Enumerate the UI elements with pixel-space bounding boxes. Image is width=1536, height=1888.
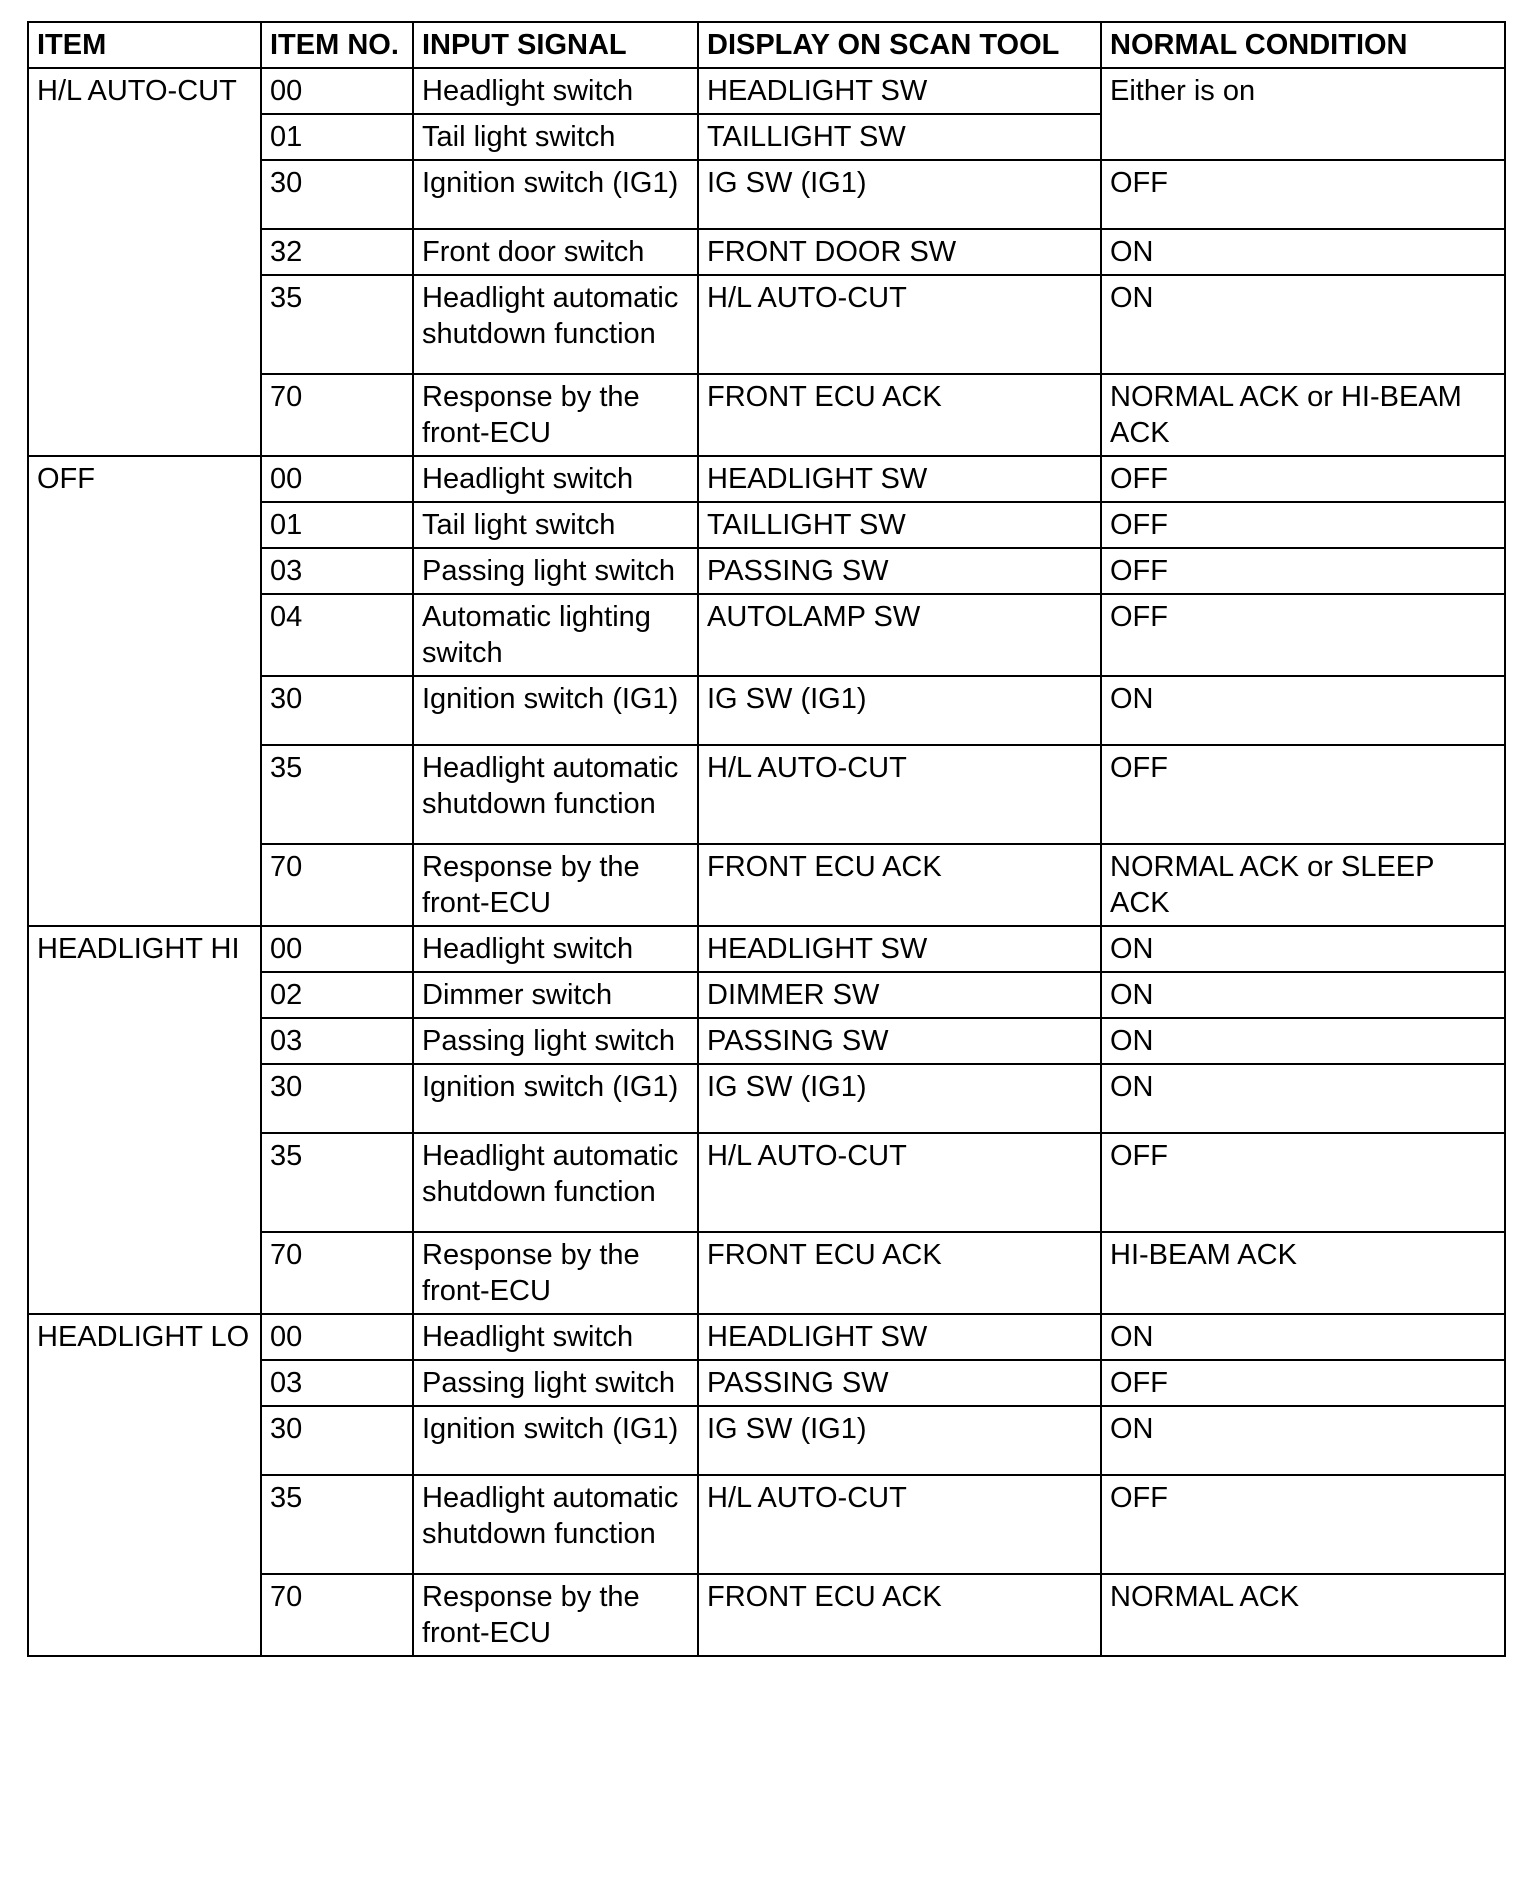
- item-number: 04: [261, 594, 413, 676]
- input-signal: Headlight switch: [413, 1314, 698, 1360]
- input-signal: Tail light switch: [413, 114, 698, 160]
- scan-tool-display: PASSING SW: [698, 1360, 1101, 1406]
- scan-tool-display: HEADLIGHT SW: [698, 926, 1101, 972]
- item-group-label: HEADLIGHT HI: [28, 926, 261, 1314]
- item-number: 01: [261, 114, 413, 160]
- normal-condition: ON: [1101, 1314, 1505, 1360]
- scan-tool-display: HEADLIGHT SW: [698, 68, 1101, 114]
- input-signal: Headlight automatic shutdown function: [413, 1475, 698, 1574]
- normal-condition: ON: [1101, 1018, 1505, 1064]
- scan-tool-display: H/L AUTO-CUT: [698, 1133, 1101, 1232]
- normal-condition: OFF: [1101, 548, 1505, 594]
- header-normal-condition: NORMAL CONDITION: [1101, 22, 1505, 68]
- input-signal: Tail light switch: [413, 502, 698, 548]
- item-number: 30: [261, 1406, 413, 1475]
- scan-tool-display: IG SW (IG1): [698, 1064, 1101, 1133]
- scan-tool-display: TAILLIGHT SW: [698, 502, 1101, 548]
- header-display: DISPLAY ON SCAN TOOL: [698, 22, 1101, 68]
- scan-tool-display: IG SW (IG1): [698, 1406, 1101, 1475]
- normal-condition: OFF: [1101, 456, 1505, 502]
- header-item-no: ITEM NO.: [261, 22, 413, 68]
- item-number: 70: [261, 374, 413, 456]
- scan-tool-display: H/L AUTO-CUT: [698, 1475, 1101, 1574]
- item-number: 30: [261, 160, 413, 229]
- header-input-signal: INPUT SIGNAL: [413, 22, 698, 68]
- scan-tool-display: PASSING SW: [698, 548, 1101, 594]
- normal-condition: Either is on: [1101, 68, 1505, 160]
- input-signal: Response by the front-ECU: [413, 1232, 698, 1314]
- normal-condition: ON: [1101, 972, 1505, 1018]
- normal-condition: OFF: [1101, 745, 1505, 844]
- normal-condition: ON: [1101, 676, 1505, 745]
- normal-condition: OFF: [1101, 502, 1505, 548]
- scan-tool-display: DIMMER SW: [698, 972, 1101, 1018]
- normal-condition: NORMAL ACK or SLEEP ACK: [1101, 844, 1505, 926]
- normal-condition: ON: [1101, 1406, 1505, 1475]
- normal-condition: ON: [1101, 229, 1505, 275]
- input-signal: Passing light switch: [413, 1018, 698, 1064]
- scan-tool-display: FRONT ECU ACK: [698, 1574, 1101, 1656]
- scan-tool-display: FRONT ECU ACK: [698, 844, 1101, 926]
- normal-condition: ON: [1101, 1064, 1505, 1133]
- normal-condition: NORMAL ACK: [1101, 1574, 1505, 1656]
- table-row: [28, 68, 1505, 114]
- item-number: 35: [261, 1133, 413, 1232]
- input-signal: Response by the front-ECU: [413, 374, 698, 456]
- item-number: 00: [261, 926, 413, 972]
- item-number: 70: [261, 1232, 413, 1314]
- normal-condition: ON: [1101, 926, 1505, 972]
- normal-condition: NORMAL ACK or HI-BEAM ACK: [1101, 374, 1505, 456]
- normal-condition: OFF: [1101, 160, 1505, 229]
- item-number: 70: [261, 844, 413, 926]
- scan-tool-display: FRONT ECU ACK: [698, 1232, 1101, 1314]
- input-signal: Passing light switch: [413, 1360, 698, 1406]
- input-signal: Headlight switch: [413, 68, 698, 114]
- input-signal: Passing light switch: [413, 548, 698, 594]
- scan-tool-display: AUTOLAMP SW: [698, 594, 1101, 676]
- normal-condition: HI-BEAM ACK: [1101, 1232, 1505, 1314]
- item-number: 00: [261, 1314, 413, 1360]
- input-signal: Headlight automatic shutdown function: [413, 745, 698, 844]
- item-number: 03: [261, 1360, 413, 1406]
- scan-tool-display: TAILLIGHT SW: [698, 114, 1101, 160]
- input-signal: Dimmer switch: [413, 972, 698, 1018]
- input-signal: Response by the front-ECU: [413, 1574, 698, 1656]
- item-number: 00: [261, 68, 413, 114]
- scan-tool-display: IG SW (IG1): [698, 160, 1101, 229]
- item-number: 30: [261, 1064, 413, 1133]
- scan-tool-display: H/L AUTO-CUT: [698, 275, 1101, 374]
- normal-condition: OFF: [1101, 594, 1505, 676]
- item-group-label: OFF: [28, 456, 261, 926]
- item-number: 00: [261, 456, 413, 502]
- input-signal: Headlight automatic shutdown function: [413, 1133, 698, 1232]
- scan-tool-display: IG SW (IG1): [698, 676, 1101, 745]
- input-signal: Ignition switch (IG1): [413, 676, 698, 745]
- item-number: 01: [261, 502, 413, 548]
- normal-condition: OFF: [1101, 1360, 1505, 1406]
- header-item: ITEM: [28, 22, 261, 68]
- item-number: 32: [261, 229, 413, 275]
- scan-tool-display: HEADLIGHT SW: [698, 1314, 1101, 1360]
- scan-tool-display: H/L AUTO-CUT: [698, 745, 1101, 844]
- input-signal: Headlight automatic shutdown function: [413, 275, 698, 374]
- normal-condition: ON: [1101, 275, 1505, 374]
- table-row: [28, 1314, 1505, 1360]
- input-signal: Automatic lighting switch: [413, 594, 698, 676]
- scan-tool-display: FRONT ECU ACK: [698, 374, 1101, 456]
- table-row: [28, 456, 1505, 502]
- scan-tool-display: HEADLIGHT SW: [698, 456, 1101, 502]
- item-number: 02: [261, 972, 413, 1018]
- table-row: [28, 926, 1505, 972]
- input-signal: Ignition switch (IG1): [413, 1064, 698, 1133]
- input-signal: Ignition switch (IG1): [413, 160, 698, 229]
- input-signal: Headlight switch: [413, 456, 698, 502]
- item-number: 03: [261, 1018, 413, 1064]
- item-number: 35: [261, 745, 413, 844]
- scan-tool-display: PASSING SW: [698, 1018, 1101, 1064]
- input-signal: Response by the front-ECU: [413, 844, 698, 926]
- scan-tool-display: FRONT DOOR SW: [698, 229, 1101, 275]
- table-body: [28, 68, 1505, 1656]
- item-number: 70: [261, 1574, 413, 1656]
- item-group-label: H/L AUTO-CUT: [28, 68, 261, 456]
- scan-tool-data-table: [27, 21, 1506, 1657]
- input-signal: Front door switch: [413, 229, 698, 275]
- item-number: 35: [261, 275, 413, 374]
- item-number: 03: [261, 548, 413, 594]
- item-number: 30: [261, 676, 413, 745]
- normal-condition: OFF: [1101, 1133, 1505, 1232]
- input-signal: Headlight switch: [413, 926, 698, 972]
- normal-condition: OFF: [1101, 1475, 1505, 1574]
- item-group-label: HEADLIGHT LO: [28, 1314, 261, 1656]
- input-signal: Ignition switch (IG1): [413, 1406, 698, 1475]
- item-number: 35: [261, 1475, 413, 1574]
- header-row: [28, 22, 1505, 68]
